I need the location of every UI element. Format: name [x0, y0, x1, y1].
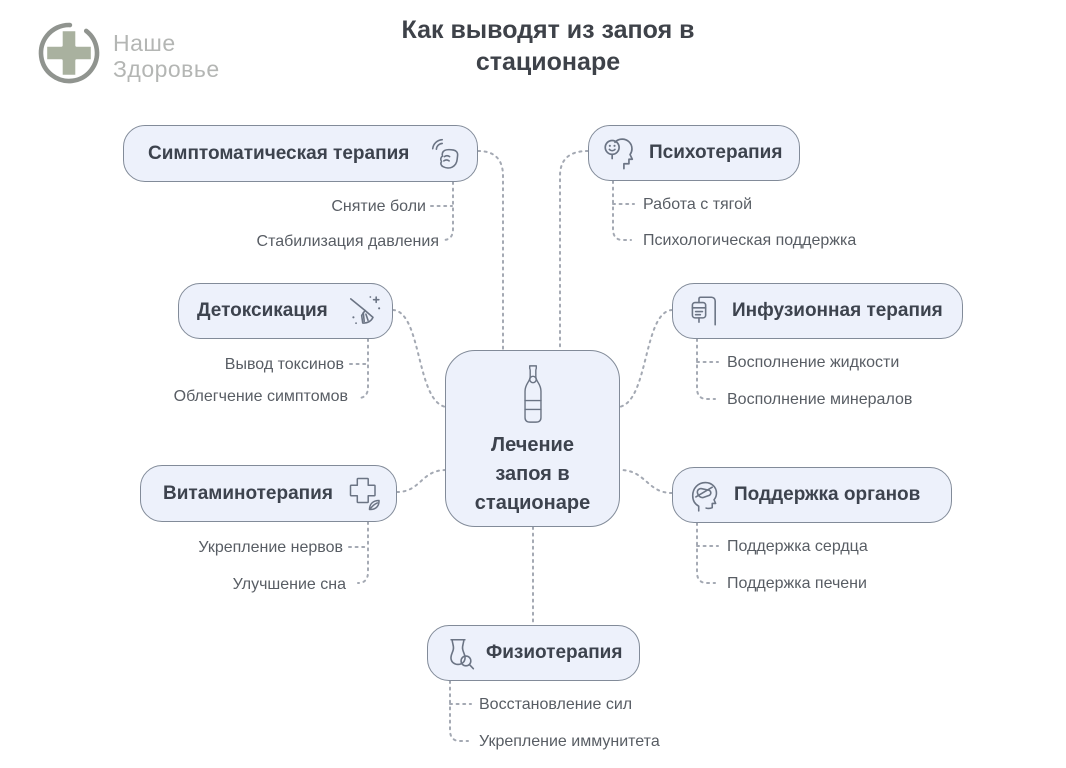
sub-item-label: Снятие боли — [331, 198, 426, 215]
sub-item-label: Восполнение жидкости — [727, 354, 900, 371]
sub-item-label: Облегчение симптомов — [173, 388, 348, 405]
sub-item-label: Укрепление нервов — [198, 539, 343, 556]
branch-psycho-subline — [613, 181, 631, 240]
branch-symptomatic-subline — [443, 182, 453, 240]
branch-node-infusion — [672, 283, 963, 339]
logo-text — [113, 30, 220, 82]
head-organ-icon — [686, 476, 722, 514]
branch-label: Психотерапия — [649, 142, 783, 163]
center-node-label — [475, 431, 590, 518]
sub-item-label: Работа с тягой — [643, 196, 752, 213]
broom-sparkles-icon — [346, 293, 382, 329]
page-title-line1: Как выводят из запоя в — [401, 16, 695, 44]
connector-detox-center — [393, 310, 446, 407]
page-title — [283, 14, 813, 78]
branch-label: Физиотерапия — [486, 642, 623, 663]
sub-item-label: Улучшение сна — [232, 576, 346, 593]
connector-psycho-center — [560, 151, 588, 350]
branch-node-detox — [178, 283, 393, 339]
iv-drip-icon — [686, 293, 720, 329]
branch-label: Детоксикация — [197, 300, 328, 321]
sub-item-label: Психологическая поддержка — [643, 232, 857, 249]
branch-label: Поддержка органов — [734, 484, 921, 505]
branch-detox-subline — [358, 339, 368, 398]
connector-organs-center — [620, 470, 672, 493]
sub-item-label: Стабилизация давления — [256, 233, 439, 250]
branch-node-psycho — [588, 125, 800, 181]
medical-cross-leaf-icon — [346, 476, 384, 512]
connector-symptomatic-center — [478, 151, 503, 350]
branch-label: Симптоматическая терапия — [148, 142, 410, 164]
branch-node-organs — [672, 467, 952, 523]
connector-vitamin-center — [397, 470, 446, 492]
page-title-line2: стационаре — [475, 48, 621, 76]
logo-line2: Здоровье — [113, 55, 220, 82]
branch-node-physio — [427, 625, 640, 681]
medical-cross-logo-icon — [36, 20, 102, 91]
branch-organs-subline — [697, 523, 715, 583]
branch-label: Инфузионная терапия — [732, 300, 943, 321]
connector-infusion-center — [619, 310, 672, 407]
branch-node-symptomatic — [123, 125, 478, 182]
center-line2: запоя в — [495, 463, 570, 485]
sub-item-label: Вывод токсинов — [224, 356, 344, 373]
branch-vitamin-subline — [358, 522, 368, 583]
branch-physio-subline — [450, 681, 468, 741]
branch-infusion-subline — [697, 339, 715, 399]
body-massage-icon — [440, 635, 476, 671]
sub-item-label: Восполнение минералов — [727, 391, 913, 408]
center-line3: стационаре — [474, 492, 591, 514]
center-line1: Лечение — [491, 434, 574, 456]
sub-item-label: Поддержка печени — [727, 575, 867, 592]
branch-node-vitamin — [140, 465, 397, 522]
center-node — [445, 350, 620, 527]
logo — [36, 20, 220, 91]
logo-line1: Наше — [113, 29, 176, 56]
sub-item-label: Укрепление иммунитета — [479, 733, 660, 750]
champagne-bottle-icon — [514, 364, 552, 424]
psychology-head-icon — [601, 134, 639, 172]
sub-item-label: Поддержка сердца — [727, 538, 868, 555]
branch-label: Витаминотерапия — [163, 482, 333, 504]
pain-relief-icon — [429, 136, 465, 172]
sub-item-label: Восстановление сил — [479, 696, 633, 713]
